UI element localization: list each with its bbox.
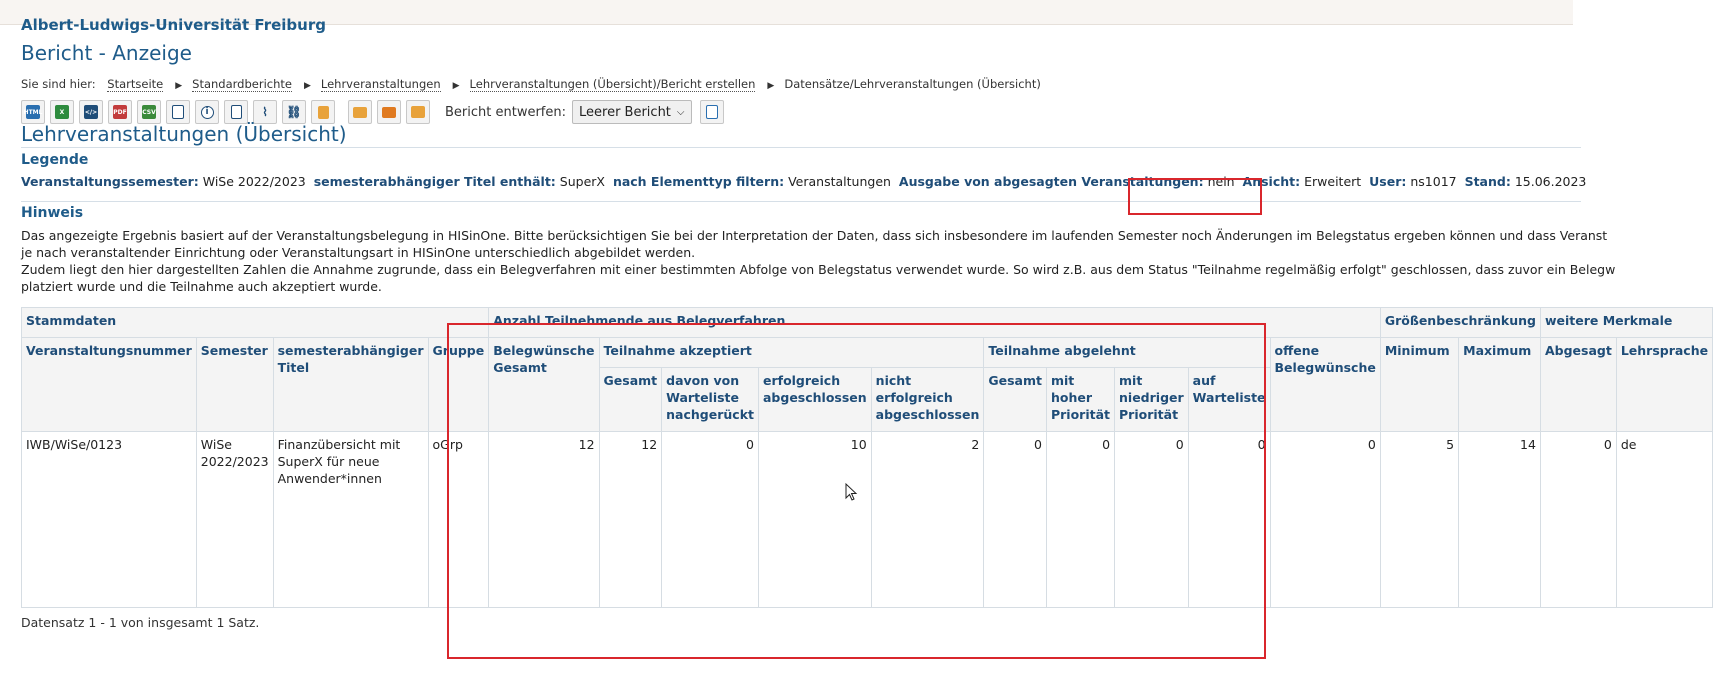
subgroup-teilnahme-abgelehnt: Teilnahme abgelehnt — [984, 338, 1270, 368]
folder-open-icon — [353, 107, 367, 118]
page-title: Bericht - Anzeige — [21, 41, 192, 65]
info-button[interactable] — [195, 100, 219, 124]
excel-export-icon: X — [55, 105, 69, 119]
copy-button[interactable] — [166, 100, 190, 124]
folder-export-button[interactable] — [406, 100, 430, 124]
csv-export-button[interactable] — [137, 100, 161, 124]
hint-box — [21, 201, 1616, 295]
university-name: Albert-Ludwigs-Universität Freiburg — [21, 16, 326, 34]
legend-value: Erweitert — [1304, 174, 1362, 189]
hint-title: Hinweis — [21, 205, 84, 221]
hint-line: Zudem liegt den hier dargestellten Zahlen die Annahme zugrunde, dass ein Belegverfahren mit einer bestimmten Abfolge von Belegstatus verwendet wurde. So wird z.B. aus dem Status "Teilnahme regelmäßig erfolgt" geschlossen, dass zuvor ein Belegw — [21, 262, 1616, 277]
breadcrumb — [21, 77, 1041, 91]
legend-key: Ansicht: — [1242, 174, 1301, 189]
table-group-header-row — [22, 308, 1713, 338]
breadcrumb-bericht-erstellen[interactable]: Lehrveranstaltungen (Übersicht)/Bericht erstellen — [469, 77, 756, 91]
hint-line: Das angezeigte Ergebnis basiert auf der Veranstaltungsbelegung in HISinOne. Bitte berücksichtigen Sie bei der Interpretation der Daten, dass sich insbesondere im laufenden Semester noch Änderungen im Belegstatus ergeben können und dass Veranst — [21, 228, 1608, 243]
col-lehrsprache[interactable]: Lehrsprache — [1616, 338, 1712, 432]
col-abgesagt[interactable]: Abgesagt — [1540, 338, 1616, 432]
legend-key: nach Elementtyp filtern: — [612, 174, 785, 189]
cell-veranstaltungsnummer[interactable]: IWB/WiSe/0123 — [22, 432, 197, 608]
folder-button[interactable] — [377, 100, 401, 124]
link-button[interactable] — [282, 100, 306, 124]
legend-value: WiSe 2022/2023 — [202, 174, 306, 189]
attachment-icon: ⌇ — [262, 105, 268, 119]
design-select-value: Leerer Bericht — [579, 104, 671, 120]
cell-semester: WiSe 2022/2023 — [196, 432, 273, 608]
attachment-button[interactable] — [253, 100, 277, 124]
cell-abg-niedrige-prioritaet: 0 — [1115, 432, 1189, 608]
col-veranstaltungsnummer[interactable]: Veranstaltungsnummer — [22, 338, 197, 432]
cell-akz-warteliste: 0 — [662, 432, 759, 608]
chevron-down-icon: ⌵ — [676, 106, 685, 118]
col-maximum[interactable]: Maximum — [1459, 338, 1541, 432]
design-label: Bericht entwerfen: — [445, 104, 566, 120]
cell-abgesagt: 0 — [1540, 432, 1616, 608]
col-akz-nicht-erfolgreich[interactable]: nicht erfolgreich abgeschlossen — [871, 368, 984, 432]
info-icon: i — [201, 106, 214, 119]
col-offene-belegwuensche[interactable]: offene Belegwünsche — [1270, 338, 1380, 432]
col-minimum[interactable]: Minimum — [1380, 338, 1458, 432]
col-belegwuensche-gesamt[interactable]: Belegwünsche Gesamt — [489, 338, 599, 432]
cell-belegwuensche-gesamt: 12 — [489, 432, 599, 608]
html-export-icon: HTML — [26, 105, 40, 119]
hint-line: platziert wurde und die Teilnahme auch akzeptiert wurde. — [21, 279, 382, 294]
group-groessenbeschraenkung: Größenbeschränkung — [1380, 308, 1540, 338]
mouse-cursor-icon — [845, 483, 859, 503]
legend-value: 15.06.2023 — [1514, 174, 1587, 189]
cell-abg-gesamt: 0 — [984, 432, 1047, 608]
col-akz-gesamt[interactable]: Gesamt — [599, 368, 662, 432]
cell-abg-warteliste: 0 — [1188, 432, 1270, 608]
xml-export-button[interactable] — [79, 100, 103, 124]
record-count: Datensatz 1 - 1 von insgesamt 1 Satz. — [21, 615, 260, 630]
cell-akz-nicht-erfolgreich: 2 — [871, 432, 984, 608]
report-table — [21, 307, 1713, 608]
breadcrumb-current: Datensätze/Lehrveranstaltungen (Übersicht) — [784, 77, 1041, 91]
report-settings-button[interactable] — [311, 100, 335, 124]
report-settings-icon — [318, 106, 329, 119]
col-akz-warteliste[interactable]: davon von Warteliste nachgerückt — [662, 368, 759, 432]
cell-minimum: 5 — [1380, 432, 1458, 608]
excel-export-button[interactable] — [50, 100, 74, 124]
col-abg-warteliste[interactable]: auf Warteliste — [1188, 368, 1270, 432]
hint-line: je nach veranstaltender Einrichtung oder Veranstaltungsart in HISinOne unterschiedlich abgebildet werden. — [21, 245, 696, 260]
breadcrumb-separator-icon: ▶ — [303, 81, 311, 91]
group-anzahl-teilnehmende: Anzahl Teilnehmende aus Belegverfahren — [489, 308, 1381, 338]
html-export-button[interactable] — [21, 100, 45, 124]
folder-icon — [382, 107, 396, 118]
legend-value: Veranstaltungen — [788, 174, 891, 189]
apply-button[interactable] — [700, 100, 724, 124]
cell-maximum: 14 — [1459, 432, 1541, 608]
apply-icon — [706, 105, 718, 119]
legend-key: Veranstaltungssemester: — [21, 174, 199, 189]
group-weitere-merkmale: weitere Merkmale — [1540, 308, 1712, 338]
col-abg-niedrige-prioritaet[interactable]: mit niedriger Priorität — [1115, 368, 1189, 432]
cell-titel: Finanzübersicht mit SuperX für neue Anwender*innen — [273, 432, 428, 608]
pdf-export-button[interactable] — [108, 100, 132, 124]
legend-line — [21, 174, 1587, 189]
cell-abg-hohe-prioritaet: 0 — [1046, 432, 1114, 608]
legend-key: User: — [1369, 174, 1407, 189]
cell-lehrsprache: de — [1616, 432, 1712, 608]
breadcrumb-separator-icon: ▶ — [767, 81, 775, 91]
copy-icon — [172, 105, 184, 119]
legend-key: Ausgabe von abgesagten Veranstaltungen: — [898, 174, 1204, 189]
breadcrumb-separator-icon: ▶ — [452, 81, 460, 91]
breadcrumb-lehrveranstaltungen[interactable]: Lehrveranstaltungen — [320, 77, 441, 91]
col-abg-gesamt[interactable]: Gesamt — [984, 368, 1047, 432]
notes-icon — [231, 105, 242, 119]
breadcrumb-prefix: Sie sind hier: — [21, 77, 96, 91]
group-stammdaten: Stammdaten — [22, 308, 489, 338]
subgroup-teilnahme-akzeptiert: Teilnahme akzeptiert — [599, 338, 984, 368]
cell-gruppe: oGrp — [428, 432, 489, 608]
cell-akz-erfolgreich: 10 — [758, 432, 871, 608]
report-title: Lehrveranstaltungen (Übersicht) — [21, 122, 347, 146]
legend-key: semesterabhängiger Titel enthält: — [313, 174, 556, 189]
breadcrumb-separator-icon: ▶ — [175, 81, 183, 91]
col-akz-erfolgreich[interactable]: erfolgreich abgeschlossen — [758, 368, 871, 432]
pdf-export-icon: PDF — [113, 105, 127, 119]
col-gruppe[interactable]: Gruppe — [428, 338, 489, 432]
col-titel[interactable]: semesterabhängiger Titel — [273, 338, 428, 432]
xml-export-icon: </> — [84, 105, 98, 119]
folder-export-icon — [411, 106, 425, 118]
legend-box — [21, 147, 1587, 189]
breadcrumb-startseite[interactable]: Startseite — [107, 77, 164, 91]
cell-akz-gesamt: 12 — [599, 432, 662, 608]
legend-value: ns1017 — [1410, 174, 1457, 189]
design-select[interactable] — [572, 100, 692, 124]
cell-offene: 0 — [1270, 432, 1380, 608]
legend-value: SuperX — [559, 174, 605, 189]
breadcrumb-standardberichte[interactable]: Standardberichte — [192, 77, 292, 91]
notes-button[interactable] — [224, 100, 248, 124]
csv-export-icon: CSV — [142, 105, 156, 119]
legend-value: nein — [1207, 174, 1235, 189]
folder-open-button[interactable] — [348, 100, 372, 124]
legend-title: Legende — [21, 152, 89, 168]
col-semester[interactable]: Semester — [196, 338, 273, 432]
link-icon: ⛓ — [286, 105, 302, 119]
legend-key: Stand: — [1464, 174, 1511, 189]
col-abg-hohe-prioritaet[interactable]: mit hoher Priorität — [1046, 368, 1114, 432]
table-header-row — [22, 338, 1713, 368]
table-row — [22, 432, 1713, 608]
